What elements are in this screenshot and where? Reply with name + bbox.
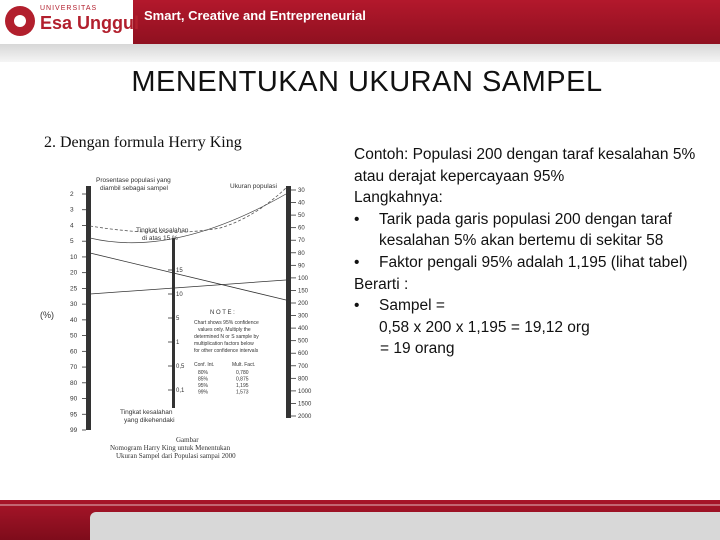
- right-tick-label: 90: [298, 263, 305, 270]
- note-title: N O T E :: [210, 310, 235, 316]
- example-text: [354, 144, 704, 360]
- right-tick-label: 500: [298, 338, 309, 345]
- left-tick-label: 90: [70, 395, 78, 403]
- footer-panel: [90, 512, 720, 540]
- percent-axis-label: (%): [40, 310, 54, 320]
- right-tick-label: 1500: [298, 401, 312, 408]
- steps-label: Langkahnya:: [354, 189, 443, 207]
- table-header-ci: Conf. Int.: [194, 362, 215, 368]
- bullet-text-2: Faktor pengali 95% adalah 1,195 (lihat tabel): [379, 253, 688, 271]
- note-text-3: determined N or S sample by: [194, 334, 259, 340]
- table-ci-cell: 85%: [198, 376, 209, 383]
- middle-scale-ticks: [168, 268, 185, 394]
- right-tick-label: 600: [298, 351, 309, 358]
- table-ci-cell: 80%: [198, 370, 209, 376]
- left-tick-label: 2: [70, 191, 74, 198]
- logo-subtext: UNIVERSITAS: [40, 5, 98, 12]
- mid-tick-label: 5: [176, 316, 180, 322]
- dashed-curve: [90, 188, 286, 233]
- right-tick-label: 800: [298, 376, 309, 383]
- logo-name: Esa Unggul: [40, 13, 140, 33]
- right-scale-bar: [286, 186, 291, 418]
- mid-label-top: Tingkat kesalahan: [136, 227, 189, 234]
- header-band: [0, 44, 720, 62]
- right-tick-label: 2000: [298, 414, 312, 420]
- table-ci-cell: 99%: [198, 389, 209, 396]
- multiplier-table: [198, 370, 249, 396]
- left-tick-label: 30: [70, 301, 78, 309]
- bullet-item-2: [354, 252, 704, 274]
- left-tick-label: 25: [70, 285, 78, 293]
- left-tick-label: 5: [70, 238, 74, 246]
- right-tick-label: 150: [298, 288, 309, 295]
- result-label: Berarti :: [354, 275, 409, 293]
- herry-king-nomogram: [24, 168, 320, 470]
- right-tick-label: 30: [298, 188, 305, 194]
- note-text-1: Chart shows 95% confidence: [194, 320, 259, 326]
- table-mf-cell: 1,195: [236, 383, 249, 389]
- nomogram-left-header-2: diambil sebagai sampel: [100, 185, 168, 192]
- left-scale-ticks: [70, 191, 86, 434]
- table-mf-cell: 0,875: [236, 376, 249, 383]
- rounded-result: = 19 orang: [380, 340, 455, 358]
- mid-tick-label: 15: [176, 268, 183, 274]
- right-tick-label: 700: [298, 363, 309, 370]
- bullet-item-1: [354, 209, 704, 252]
- nomogram-right-header: Ukuran populasi: [230, 183, 277, 190]
- caption-3: Ukuran Sampel dari Populasi sampai 2000: [116, 452, 236, 460]
- left-tick-label: 70: [70, 364, 78, 372]
- bullet-icon: •: [354, 210, 360, 228]
- note-text-4: multiplication factors below: [194, 341, 254, 347]
- caption-2: Nomogram Harry King untuk Menentukan: [110, 444, 231, 452]
- solid-curve: [90, 194, 286, 243]
- example-intro: Contoh: Populasi 200 dengan taraf kesalahan 5% atau derajat kepercayaan 95%: [354, 146, 696, 185]
- right-tick-label: 60: [298, 225, 305, 232]
- middle-scale-bar: [172, 238, 175, 408]
- right-tick-label: 200: [298, 301, 309, 307]
- bullet-icon: •: [354, 253, 360, 271]
- left-tick-label: 80: [70, 379, 78, 387]
- caption-1: Gambar: [176, 436, 199, 444]
- left-tick-label: 50: [70, 332, 78, 340]
- header-bar: [0, 0, 720, 44]
- right-tick-label: 300: [298, 313, 309, 320]
- nomogram-left-header: Prosentase populasi yang: [96, 177, 171, 184]
- right-tick-label: 100: [298, 275, 309, 282]
- right-scale-ticks: [291, 188, 312, 420]
- bullet-text-3: Sampel =: [379, 297, 445, 315]
- left-tick-label: 40: [70, 316, 78, 324]
- bullet-icon: •: [354, 297, 360, 315]
- left-tick-label: 99: [70, 427, 78, 434]
- emblem-icon: [5, 6, 35, 36]
- slide-title: MENENTUKAN UKURAN SAMPEL: [131, 66, 603, 98]
- mid-tick-label: 0,5: [176, 364, 185, 370]
- mid-tick-label: 0,1: [176, 388, 185, 394]
- mid-tick-label: 10: [176, 292, 183, 298]
- header-tagline: Smart, Creative and Entrepreneurial: [144, 8, 366, 23]
- table-header-mf: Mult. Fact.: [232, 362, 256, 368]
- bullet-text-1: Tarik pada garis populasi 200 dengan taraf kesalahan 5% akan bertemu di sekitar 58: [379, 210, 672, 250]
- reading-line-1: [90, 253, 286, 300]
- left-tick-label: 4: [70, 222, 74, 230]
- mid-label-top-2: di atas 15 %: [142, 235, 178, 242]
- right-tick-label: 1000: [298, 388, 312, 395]
- mid-tick-label: 1: [176, 340, 180, 346]
- table-mf-cell: 0,780: [236, 370, 249, 376]
- note-text-2: values only. Multiply the: [198, 327, 251, 333]
- right-tick-label: 50: [298, 213, 305, 220]
- method-subtitle: 2. Dengan formula Herry King: [44, 134, 242, 151]
- university-logo: [0, 0, 140, 44]
- right-tick-label: 400: [298, 326, 309, 333]
- footer-bar: [0, 500, 720, 540]
- table-ci-cell: 95%: [198, 383, 209, 389]
- left-tick-label: 95: [70, 411, 78, 419]
- bottom-label-1: Tingkat kesalahan: [120, 409, 173, 416]
- left-scale-bar: [86, 186, 91, 430]
- right-tick-label: 40: [298, 200, 305, 207]
- table-mf-cell: 1,573: [236, 389, 249, 396]
- note-text-5: for other confidence intervals: [194, 348, 259, 354]
- left-tick-label: 3: [70, 206, 74, 214]
- reading-line-2: [90, 280, 286, 294]
- bullet-item-3: [354, 295, 704, 317]
- left-tick-label: 10: [70, 253, 78, 261]
- right-tick-label: 70: [298, 238, 305, 245]
- right-tick-label: 80: [298, 250, 305, 257]
- left-tick-label: 20: [70, 269, 78, 277]
- calculation-line: 0,58 x 200 x 1,195 = 19,12 org: [379, 318, 590, 336]
- bottom-label-2: yang dikehendaki: [124, 417, 175, 424]
- left-tick-label: 60: [70, 348, 78, 356]
